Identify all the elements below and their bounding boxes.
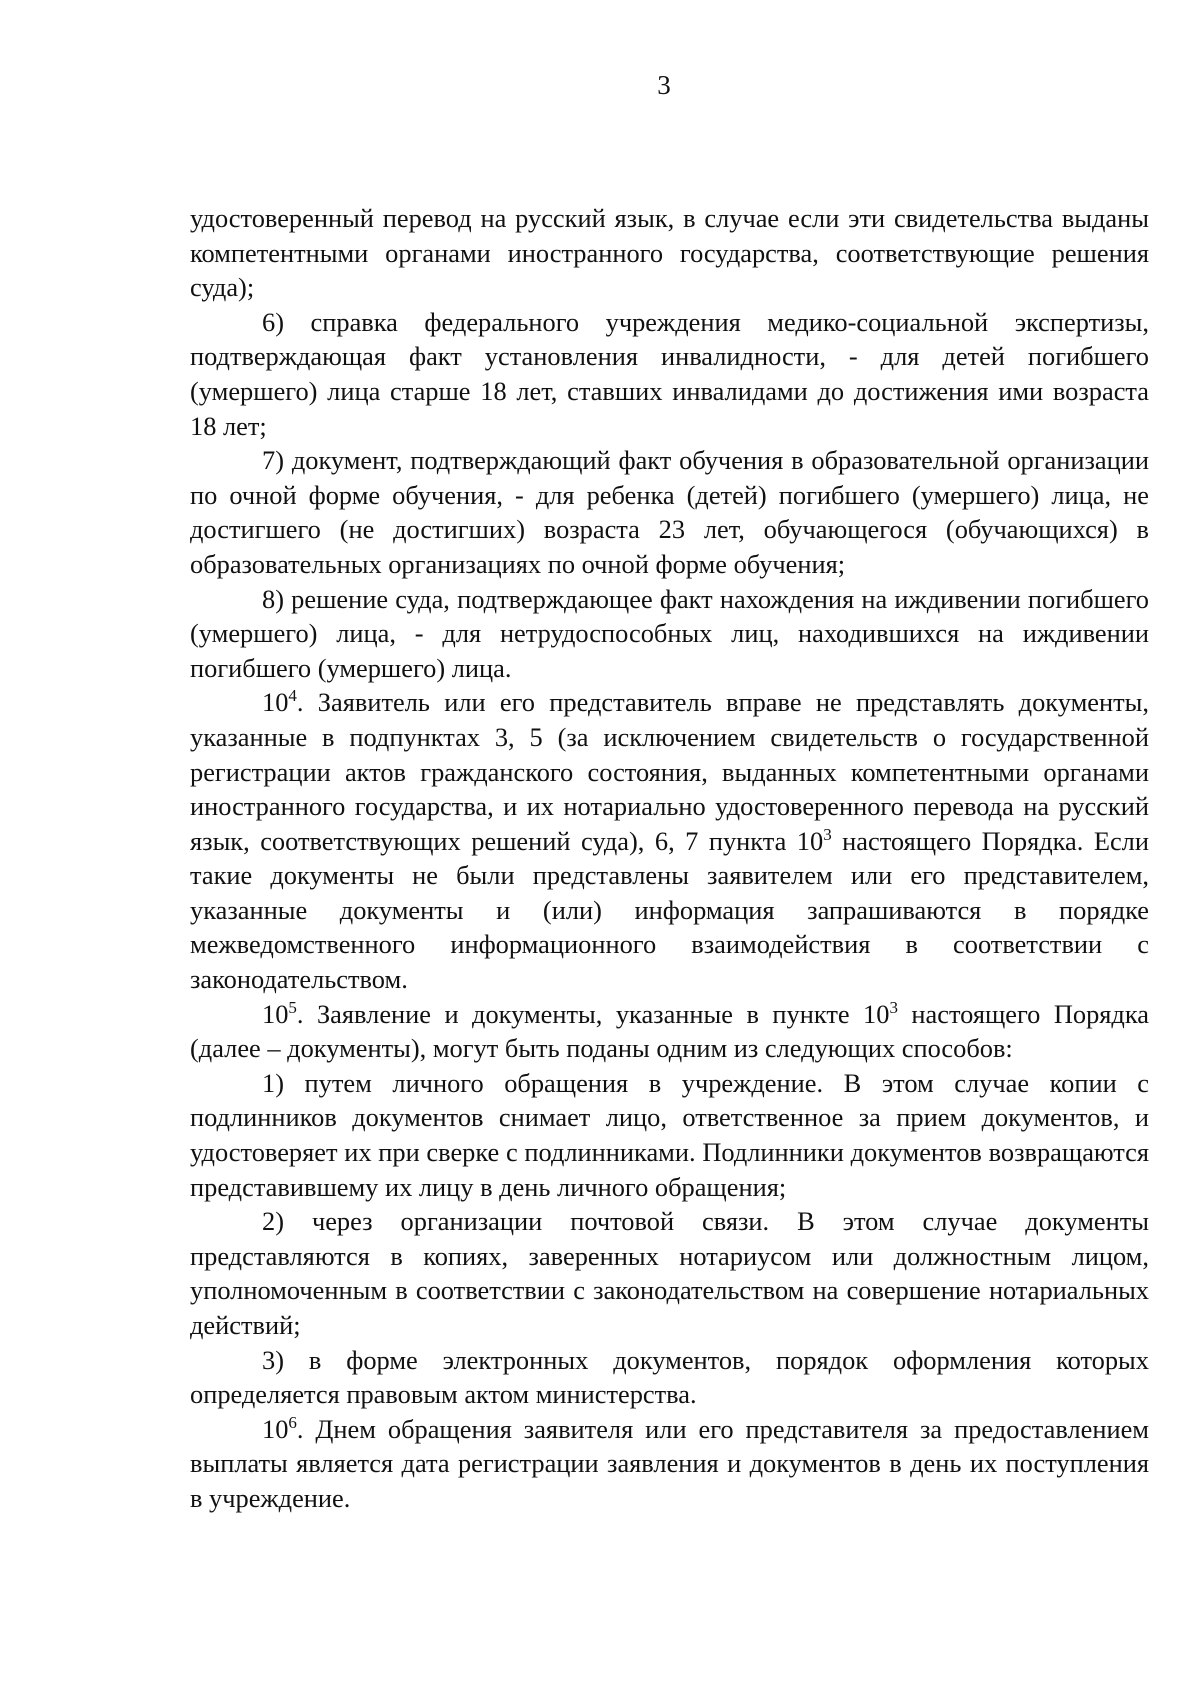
text-line: возвращаются представившему их лицу в день личного обращения; xyxy=(190,1137,1149,1202)
point-superscript: 4 xyxy=(288,686,297,706)
text-line: возраста 18 лет; xyxy=(190,375,1149,441)
text-line: удостоверенный перевод на русский язык, в случае если эти свидетельства xyxy=(190,203,1053,233)
text-line: подтверждающая факт установления инвалидности, - для детей погибшего xyxy=(190,341,1149,372)
text-line: иждивении погибшего (умершего) лица. xyxy=(190,618,1149,683)
text-line: 6) справка федерального учреждения медико-социальной экспертизы, xyxy=(262,306,1149,337)
text-line: нотариальных действий; xyxy=(190,1275,1149,1340)
text-line: 7) документ, подтверждающий факт обучения в образовательной xyxy=(262,445,1000,476)
text-line: регистрации актов гражданского состояния, выданных компетентными xyxy=(190,756,1030,787)
paragraph-point-10-5 xyxy=(190,997,1149,1066)
text-line: погибшего (умершего) лица, - для нетрудоспособных лиц, находившихся на xyxy=(190,583,1149,649)
text-line: запрашиваются в порядке межведомственного информационного xyxy=(190,894,1149,960)
text-line: указанные в подпунктах 3, 5 (за исключением свидетельств о государственной xyxy=(190,721,1149,752)
text-line: . Днем обращения заявителя или его представителя за xyxy=(296,1413,943,1444)
paragraph-point-10-4 xyxy=(190,685,1149,996)
text-line: 2) через организации почтовой связи. В этом случае документы xyxy=(262,1206,1149,1237)
text-line: органами иностранного государства, и их нотариально удостоверенного xyxy=(190,756,1149,822)
point-number: 10 xyxy=(262,687,289,718)
text-line: представляются в копиях, заверенных нотариусом или должностным лицом, xyxy=(190,1240,1149,1271)
paragraph-item-8 xyxy=(190,582,1149,686)
text-line: в день их поступления в учреждение. xyxy=(190,1448,1149,1513)
paragraph-item-2 xyxy=(190,1204,1149,1342)
paragraph-item-3 xyxy=(190,1343,1149,1412)
text-line: уполномоченным в соответствии с законодательством на совершение xyxy=(190,1275,981,1306)
paragraph-item-7 xyxy=(190,443,1149,581)
text-line: 1) путем личного обращения в учреждение. В этом случае копии с xyxy=(262,1067,1149,1098)
paragraph-continuation xyxy=(190,201,1149,305)
text-line: 3) в форме электронных документов, порядок оформления которых xyxy=(262,1344,1149,1375)
text-line: 8) решение суда, подтверждающее факт нахождения на иждивении xyxy=(262,583,1021,614)
page-number: 3 xyxy=(657,70,671,100)
text-line: предоставлением выплаты является дата регистрации заявления и документов xyxy=(190,1413,1149,1479)
text-line: подлинников документов снимает лицо, ответственное за прием документов, и xyxy=(190,1102,1149,1133)
text-line: настоящего Порядка. Если такие документы не были представлены заявителем xyxy=(190,825,1149,891)
point-superscript: 5 xyxy=(288,997,297,1017)
text-line: удостоверяет их при сверке с подлинниками. Подлинники документов xyxy=(190,1137,982,1168)
point-number: 10 xyxy=(262,1413,289,1444)
document-body xyxy=(190,201,1149,1516)
text-line: (умершего) лица старше 18 лет, ставших инвалидами до достижения ими xyxy=(190,375,1044,406)
text-line: выданы компетентными органами иностранного государства, соответствующие xyxy=(190,203,1149,268)
text-line: . Заявление и документы, указанные в пункте 10 xyxy=(296,998,890,1029)
text-line: настоящего Порядка xyxy=(897,998,1149,1029)
text-line: (далее – документы), могут быть поданы одним из следующих способов: xyxy=(190,1033,1013,1064)
paragraph-point-10-6 xyxy=(190,1412,1149,1516)
text-line: определяется правовым актом министерства. xyxy=(190,1379,697,1410)
reference-superscript: 3 xyxy=(823,824,832,844)
text-line: решения суда); xyxy=(190,237,1149,303)
text-line: перевода на русский язык, соответствующих решений суда), 6, 7 пункта 10 xyxy=(190,791,1150,856)
text-line: . Заявитель или его представитель вправе не представлять документы, xyxy=(296,687,1149,718)
text-line: организации по очной форме обучения, - для ребенка (детей) погибшего xyxy=(190,445,1149,510)
point-superscript: 6 xyxy=(288,1412,297,1432)
text-line: или его представителем, указанные документы и (или) информация xyxy=(190,860,1150,925)
paragraph-item-1 xyxy=(190,1066,1149,1204)
point-number: 10 xyxy=(262,998,289,1029)
text-line: взаимодействия в соответствии с законодательством. xyxy=(190,929,1149,995)
text-line: (умершего) лица, не достигшего (не достигших) возраста 23 лет, обучающегося xyxy=(190,479,1149,545)
text-line: (обучающихся) в образовательных организациях по очной форме обучения; xyxy=(190,514,1149,579)
reference-superscript: 3 xyxy=(889,997,898,1017)
paragraph-item-6 xyxy=(190,305,1149,443)
